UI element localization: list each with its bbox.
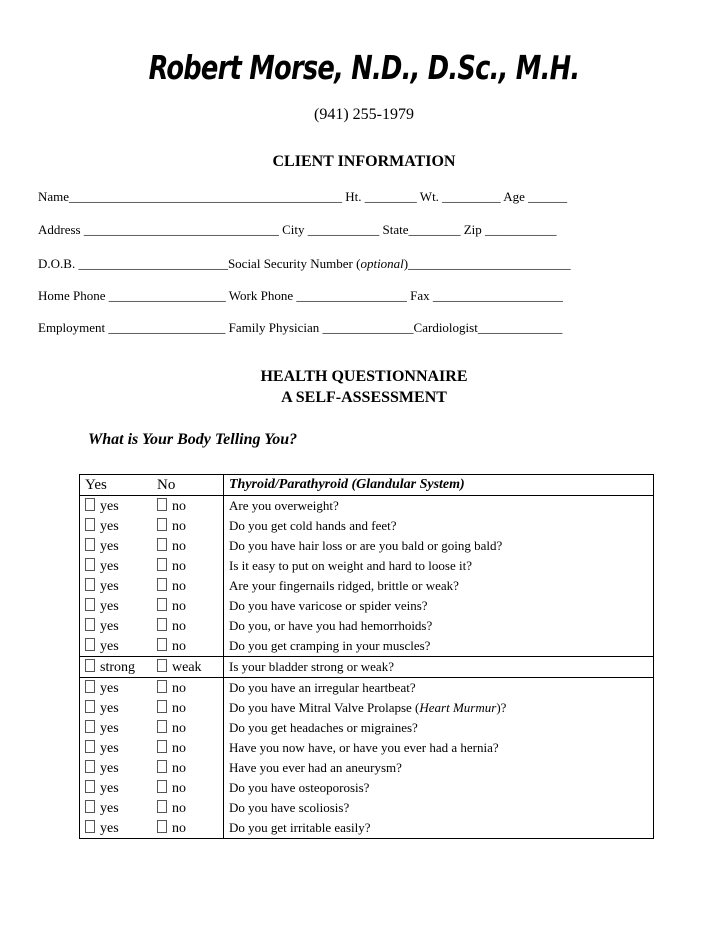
- checkbox-icon[interactable]: [85, 518, 95, 531]
- option-a-checkbox[interactable]: [80, 636, 153, 657]
- option-label: yes: [100, 780, 119, 796]
- option-a-checkbox[interactable]: [80, 678, 153, 699]
- category-header: Thyroid/Parathyroid (Glandular System): [224, 475, 654, 496]
- option-b-checkbox[interactable]: [152, 778, 224, 798]
- question-text: Do you, or have you had hemorrhoids?: [224, 616, 654, 636]
- option-b-checkbox[interactable]: [152, 636, 224, 657]
- option-b-checkbox[interactable]: [152, 516, 224, 536]
- option-label: yes: [100, 680, 119, 696]
- option-b-checkbox[interactable]: [152, 718, 224, 738]
- employment-field-line[interactable]: Employment __________________ Family Physician ______________Cardiologist_____________: [38, 320, 563, 335]
- checkbox-icon[interactable]: [85, 700, 95, 713]
- option-b-checkbox[interactable]: [152, 818, 224, 839]
- question-text: Do you have osteoporosis?: [224, 778, 654, 798]
- name-field-line[interactable]: Name__________________________________________ Ht. ________ Wt. _________ Age ______: [38, 189, 568, 204]
- table-row: [80, 778, 654, 798]
- checkbox-icon[interactable]: [157, 720, 167, 733]
- question-text: Is your bladder strong or weak?: [224, 657, 654, 678]
- option-a-checkbox[interactable]: [80, 496, 153, 517]
- option-a-checkbox[interactable]: [80, 698, 153, 718]
- option-b-checkbox[interactable]: [152, 616, 224, 636]
- option-label: yes: [100, 518, 119, 534]
- checkbox-icon[interactable]: [157, 618, 167, 631]
- option-b-checkbox[interactable]: [152, 596, 224, 616]
- checkbox-icon[interactable]: [157, 498, 167, 511]
- checkbox-icon[interactable]: [85, 538, 95, 551]
- question-text: Do you have scoliosis?: [224, 798, 654, 818]
- table-row: [80, 536, 654, 556]
- checkbox-icon[interactable]: [157, 638, 167, 651]
- table-row: [80, 738, 654, 758]
- optional-note: optional: [360, 256, 404, 271]
- questionnaire-title: HEALTH QUESTIONNAIRE: [260, 368, 468, 385]
- option-label: yes: [100, 820, 119, 836]
- option-b-checkbox[interactable]: [152, 698, 224, 718]
- checkbox-icon[interactable]: [85, 618, 95, 631]
- checkbox-icon[interactable]: [157, 538, 167, 551]
- option-label: no: [172, 740, 186, 756]
- checkbox-icon[interactable]: [85, 578, 95, 591]
- option-label: no: [172, 800, 186, 816]
- option-label: no: [172, 598, 186, 614]
- option-a-checkbox[interactable]: [80, 818, 153, 839]
- option-label: yes: [100, 800, 119, 816]
- table-row: [80, 758, 654, 778]
- table-row: [80, 718, 654, 738]
- checkbox-icon[interactable]: [85, 780, 95, 793]
- option-b-checkbox[interactable]: [152, 738, 224, 758]
- checkbox-icon[interactable]: [85, 800, 95, 813]
- no-column-header: No: [152, 475, 224, 496]
- option-b-checkbox[interactable]: [152, 576, 224, 596]
- checkbox-icon[interactable]: [85, 720, 95, 733]
- dob-text-before: D.O.B. _______________________Social Security Number (: [38, 256, 361, 271]
- yes-column-header: Yes: [80, 475, 153, 496]
- table-row: [80, 616, 654, 636]
- option-label: no: [172, 680, 186, 696]
- option-a-checkbox[interactable]: [80, 738, 153, 758]
- checkbox-icon[interactable]: [85, 598, 95, 611]
- question-text: Have you now have, or have you ever had a hernia?: [224, 738, 654, 758]
- option-a-checkbox[interactable]: [80, 576, 153, 596]
- option-label: yes: [100, 618, 119, 634]
- question-text: Do you have an irregular heartbeat?: [224, 678, 654, 699]
- option-b-checkbox[interactable]: [152, 758, 224, 778]
- table-row: [80, 818, 654, 839]
- option-label: yes: [100, 558, 119, 574]
- checkbox-icon[interactable]: [157, 518, 167, 531]
- dob-text-after: )_________________________: [403, 256, 571, 271]
- option-a-checkbox[interactable]: [80, 616, 153, 636]
- checkbox-icon[interactable]: [85, 820, 95, 833]
- option-label: yes: [100, 638, 119, 654]
- checkbox-icon[interactable]: [157, 558, 167, 571]
- checkbox-icon[interactable]: [157, 800, 167, 813]
- question-text: Are your fingernails ridged, brittle or weak?: [224, 576, 654, 596]
- checkbox-icon[interactable]: [157, 740, 167, 753]
- option-label: yes: [100, 700, 119, 716]
- option-b-checkbox[interactable]: [152, 536, 224, 556]
- option-label: yes: [100, 760, 119, 776]
- heart-murmur-term: Heart Murmur: [419, 700, 497, 715]
- checkbox-icon[interactable]: [85, 659, 95, 672]
- table-row: [80, 496, 654, 517]
- checkbox-icon[interactable]: [85, 558, 95, 571]
- option-label: no: [172, 618, 186, 634]
- option-a-checkbox[interactable]: [80, 556, 153, 576]
- option-label: yes: [100, 598, 119, 614]
- table-row: [80, 657, 654, 678]
- option-a-checkbox[interactable]: [80, 718, 153, 738]
- section-subheading: What is Your Body Telling You?: [88, 431, 298, 448]
- option-label: no: [172, 780, 186, 796]
- option-a-checkbox[interactable]: [80, 596, 153, 616]
- question-text: Is it easy to put on weight and hard to loose it?: [224, 556, 654, 576]
- question-text: Do you get headaches or migraines?: [224, 718, 654, 738]
- option-label: no: [172, 558, 186, 574]
- checkbox-icon[interactable]: [85, 740, 95, 753]
- table-row: [80, 556, 654, 576]
- option-label: no: [172, 638, 186, 654]
- option-label: no: [172, 820, 186, 836]
- option-a-checkbox[interactable]: [80, 798, 153, 818]
- option-label: no: [172, 700, 186, 716]
- question-text: Do you get cramping in your muscles?: [224, 636, 654, 657]
- phone-field-line[interactable]: Home Phone __________________ Work Phone _________________ Fax ____________________: [38, 288, 563, 303]
- checkbox-icon[interactable]: [85, 638, 95, 651]
- option-label: yes: [100, 538, 119, 554]
- checkbox-icon[interactable]: [85, 760, 95, 773]
- checkbox-icon[interactable]: [157, 700, 167, 713]
- checkbox-icon[interactable]: [157, 780, 167, 793]
- table-row: [80, 678, 654, 699]
- table-row: [80, 698, 654, 718]
- checkbox-icon[interactable]: [157, 680, 167, 693]
- dob-field-line[interactable]: [38, 256, 571, 272]
- questionnaire-rows: [80, 496, 654, 839]
- table-row: [80, 596, 654, 616]
- option-a-checkbox[interactable]: [80, 758, 153, 778]
- checkbox-icon[interactable]: [157, 578, 167, 591]
- table-row: [80, 576, 654, 596]
- table-header-row: [80, 475, 654, 496]
- table-row: [80, 636, 654, 657]
- option-a-checkbox[interactable]: [80, 778, 153, 798]
- option-a-checkbox[interactable]: [80, 657, 153, 678]
- option-label: yes: [100, 498, 119, 514]
- question-text: Are you overweight?: [224, 496, 654, 517]
- question-text: Have you ever had an aneurysm?: [224, 758, 654, 778]
- checkbox-icon[interactable]: [85, 498, 95, 511]
- checkbox-icon[interactable]: [157, 760, 167, 773]
- question-text: Do you have varicose or spider veins?: [224, 596, 654, 616]
- checkbox-icon[interactable]: [157, 820, 167, 833]
- checkbox-icon[interactable]: [85, 680, 95, 693]
- questionnaire-table: [79, 474, 654, 839]
- option-b-checkbox[interactable]: [152, 678, 224, 699]
- option-label: no: [172, 498, 186, 514]
- phone-number: (941) 255-1979: [314, 106, 414, 123]
- question-text: Do you have Mitral Valve Prolapse (Heart Murmur)?: [224, 698, 654, 718]
- option-label: yes: [100, 740, 119, 756]
- client-information-title: CLIENT INFORMATION: [272, 153, 456, 170]
- option-b-checkbox[interactable]: [152, 657, 224, 678]
- option-b-checkbox[interactable]: [152, 798, 224, 818]
- option-a-checkbox[interactable]: [80, 536, 153, 556]
- option-label: yes: [100, 578, 119, 594]
- option-label: no: [172, 538, 186, 554]
- option-b-checkbox[interactable]: [152, 496, 224, 517]
- option-label: no: [172, 760, 186, 776]
- question-text: Do you get irritable easily?: [224, 818, 654, 839]
- option-label: yes: [100, 720, 119, 736]
- checkbox-icon[interactable]: [157, 598, 167, 611]
- option-label: no: [172, 578, 186, 594]
- checkbox-icon[interactable]: [157, 659, 167, 672]
- option-label: no: [172, 720, 186, 736]
- option-label: no: [172, 518, 186, 534]
- question-text: Do you have hair loss or are you bald or going bald?: [224, 536, 654, 556]
- address-field-line[interactable]: Address ______________________________ City ___________ State________ Zip ___________: [38, 222, 557, 237]
- question-text: Do you get cold hands and feet?: [224, 516, 654, 536]
- questionnaire-subtitle: A SELF-ASSESSMENT: [281, 389, 447, 406]
- practitioner-name: Robert Morse, N.D., D.Sc., M.H.: [148, 48, 580, 87]
- option-label: strong: [100, 659, 135, 675]
- option-label: weak: [172, 659, 202, 675]
- table-row: [80, 798, 654, 818]
- table-row: [80, 516, 654, 536]
- option-a-checkbox[interactable]: [80, 516, 153, 536]
- option-b-checkbox[interactable]: [152, 556, 224, 576]
